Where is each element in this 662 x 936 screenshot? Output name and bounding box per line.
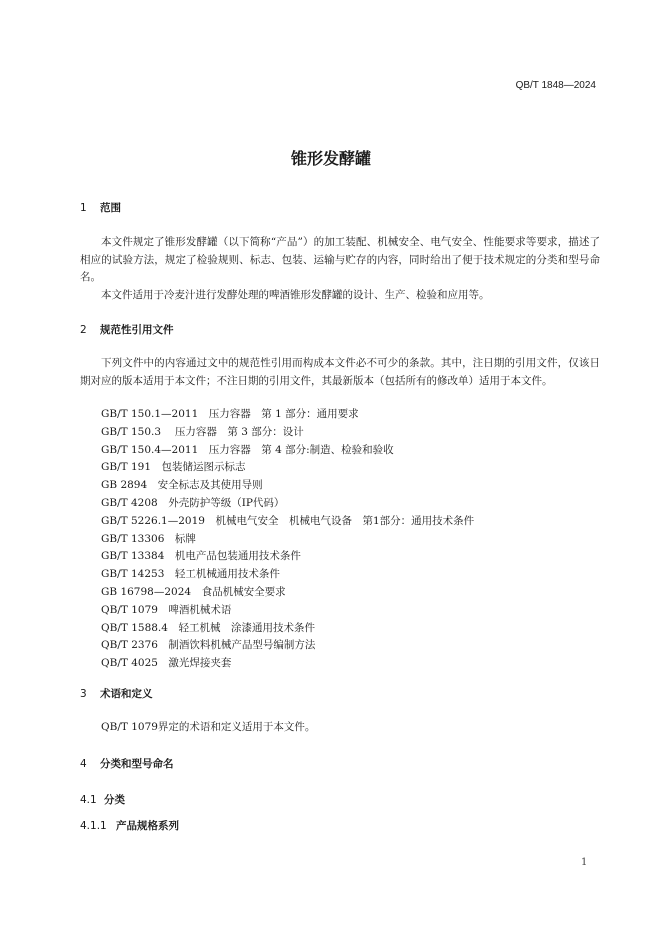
section-1-body [80, 234, 600, 304]
reference-item: GB/T 13384 机电产品包装通用技术条件 [101, 550, 301, 563]
section-2-intro [80, 355, 600, 390]
section-number: 4.1 [80, 794, 97, 806]
section-title: 分类 [104, 794, 125, 806]
document-title: 锥形发酵罐 [290, 149, 371, 168]
reference-item: GB/T 13306 标牌 [101, 532, 196, 545]
reference-item: GB/T 150.4—2011 压力容器 第 4 部分:制造、检验和验收 [101, 443, 394, 456]
section-title: 术语和定义 [100, 688, 153, 700]
reference-item: GB/T 4208 外壳防护等级（IP代码） [101, 496, 285, 509]
standard-code: QB/T 1848—2024 [515, 80, 596, 91]
reference-item: GB 16798—2024 食品机械安全要求 [101, 585, 286, 598]
paragraph: 下列文件中的内容通过文中的规范性引用而构成本文件必不可少的条款。其中，注日期的引用文件，仅该日期对应的版本适用于本文件；不注日期的引用文件，其最新版本（包括所有的修改单）适用于本文件。 [80, 357, 600, 387]
paragraph: 本文件适用于冷麦汁进行发酵处理的啤酒锥形发酵罐的设计、生产、检验和应用等。 [101, 288, 490, 301]
reference-item: GB/T 191 包装储运图示标志 [101, 461, 246, 474]
section-2-heading [80, 322, 174, 337]
section-3-body [80, 719, 600, 737]
section-1-heading [80, 200, 121, 215]
reference-item: QB/T 1079 啤酒机械术语 [101, 603, 232, 616]
page-number: 1 [581, 857, 588, 868]
reference-item: GB/T 5226.1—2019 机械电气安全 机械电气设备 第1部分：通用技术条件 [101, 514, 475, 527]
section-4-1-heading [80, 792, 125, 807]
reference-item: QB/T 2376 制酒饮料机械产品型号编制方法 [101, 639, 316, 652]
paragraph: 本文件规定了锥形发酵罐（以下简称“产品”）的加工装配、机械安全、电气安全、性能要求等要求，描述了相应的试验方法，规定了检验规则、标志、包装、运输与贮存的内容，同时给出了便于技术规定的分类和型号命名。 [80, 236, 600, 283]
section-number: 1 [80, 202, 87, 214]
section-4-1-1-heading [80, 818, 179, 833]
reference-list [101, 406, 474, 673]
section-title: 规范性引用文件 [100, 324, 174, 336]
reference-item: GB/T 14253 轻工机械通用技术条件 [101, 568, 280, 581]
reference-item: GB 2894 安全标志及其使用导则 [101, 479, 263, 492]
section-number: 3 [80, 688, 87, 700]
section-title: 分类和型号命名 [100, 758, 174, 770]
section-number: 2 [80, 324, 87, 336]
section-3-heading [80, 686, 153, 701]
reference-item: GB/T 150.3 压力容器 第 3 部分：设计 [101, 425, 304, 438]
section-number: 4.1.1 [80, 820, 107, 832]
paragraph: QB/T 1079界定的术语和定义适用于本文件。 [101, 721, 316, 733]
section-4-heading [80, 756, 174, 771]
reference-item: QB/T 1588.4 轻工机械 涂漆通用技术条件 [101, 621, 315, 634]
reference-item: QB/T 4025 激光焊接夹套 [101, 657, 232, 670]
section-title: 产品规格系列 [116, 820, 179, 832]
section-title: 范围 [100, 202, 121, 214]
section-number: 4 [80, 758, 87, 770]
reference-item: GB/T 150.1—2011 压力容器 第 1 部分：通用要求 [101, 408, 359, 420]
